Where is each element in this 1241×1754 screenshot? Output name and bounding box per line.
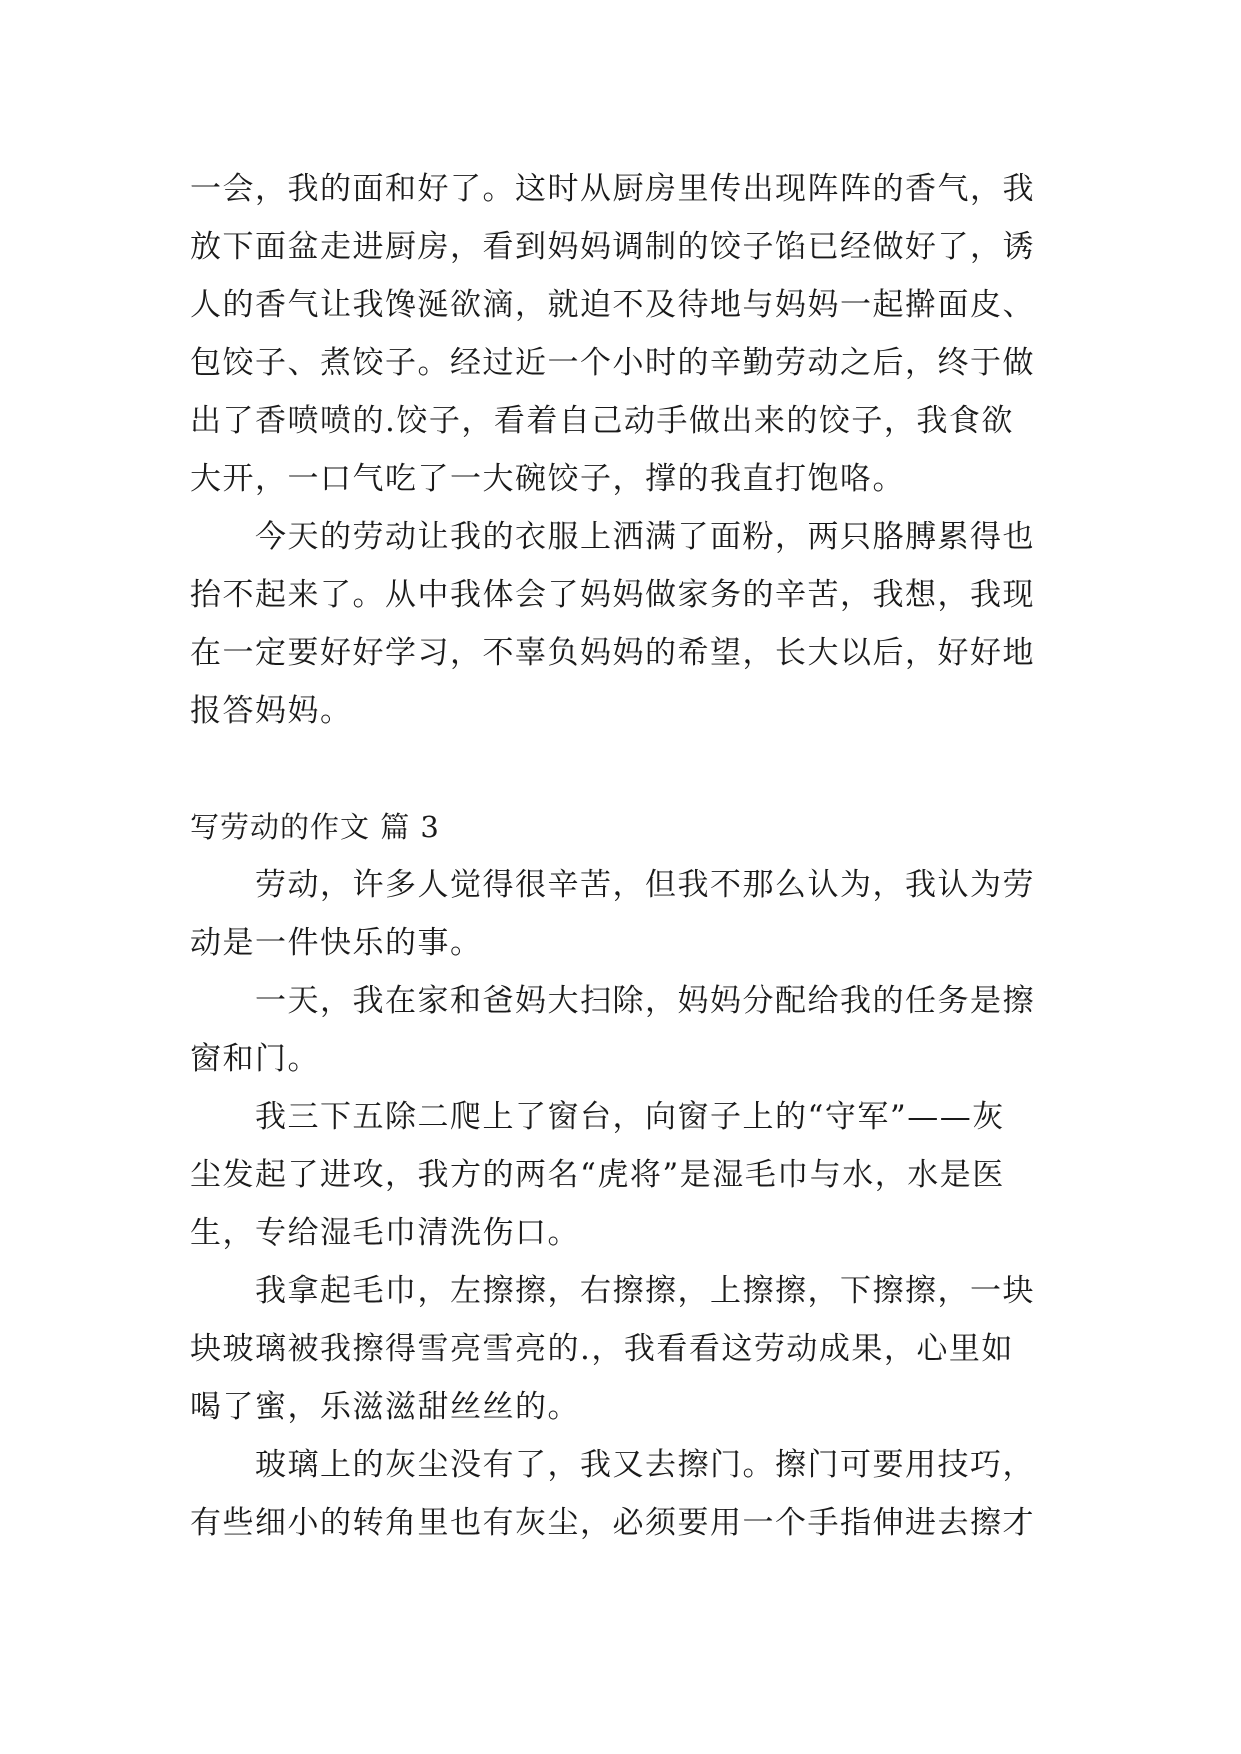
text-line: 生，专给湿毛巾清洗伤口。 <box>190 1215 580 1251</box>
text-line: 块玻璃被我擦得雪亮雪亮的.，我看看这劳动成果，心里如 <box>190 1331 1014 1367</box>
text-line: 动是一件快乐的事。 <box>190 925 483 961</box>
text-line: 今天的劳动让我的衣服上洒满了面粉，两只胳膊累得也 <box>190 519 1035 555</box>
text-line: 我三下五除二爬上了窗台，向窗子上的“守军”——灰 <box>190 1099 1005 1135</box>
text-line: 放下面盆走进厨房，看到妈妈调制的饺子馅已经做好了，诱 <box>190 229 1035 265</box>
section-heading: 写劳动的作文 篇 3 <box>190 810 440 844</box>
text-line: 一天，我在家和爸妈大扫除，妈妈分配给我的任务是擦 <box>190 983 1035 1019</box>
text-line: 我拿起毛巾，左擦擦，右擦擦，上擦擦，下擦擦，一块 <box>190 1273 1035 1309</box>
text-line: 人的香气让我馋涎欲滴，就迫不及待地与妈妈一起擀面皮、 <box>190 287 1035 323</box>
text-line: 有些细小的转角里也有灰尘，必须要用一个手指伸进去擦才 <box>190 1505 1035 1541</box>
text-line: 尘发起了进攻，我方的两名“虎将”是湿毛巾与水，水是医 <box>190 1157 1005 1193</box>
text-line: 劳动，许多人觉得很辛苦，但我不那么认为，我认为劳 <box>190 867 1035 903</box>
text-line: 抬不起来了。从中我体会了妈妈做家务的辛苦，我想，我现 <box>190 577 1035 613</box>
text-line: 包饺子、煮饺子。经过近一个小时的辛勤劳动之后，终于做 <box>190 345 1035 381</box>
text-line: 玻璃上的灰尘没有了，我又去擦门。擦门可要用技巧， <box>190 1447 1035 1483</box>
text-line: 窗和门。 <box>190 1041 320 1077</box>
text-line: 在一定要好好学习，不辜负妈妈的希望，长大以后，好好地 <box>190 635 1035 671</box>
text-line: 出了香喷喷的.饺子，看着自己动手做出来的饺子，我食欲 <box>190 403 1014 439</box>
text-line: 喝了蜜，乐滋滋甜丝丝的。 <box>190 1389 580 1425</box>
text-line: 一会，我的面和好了。这时从厨房里传出现阵阵的香气，我 <box>190 171 1035 207</box>
text-line: 报答妈妈。 <box>190 693 353 729</box>
text-line: 大开，一口气吃了一大碗饺子，撑的我直打饱咯。 <box>190 461 905 497</box>
